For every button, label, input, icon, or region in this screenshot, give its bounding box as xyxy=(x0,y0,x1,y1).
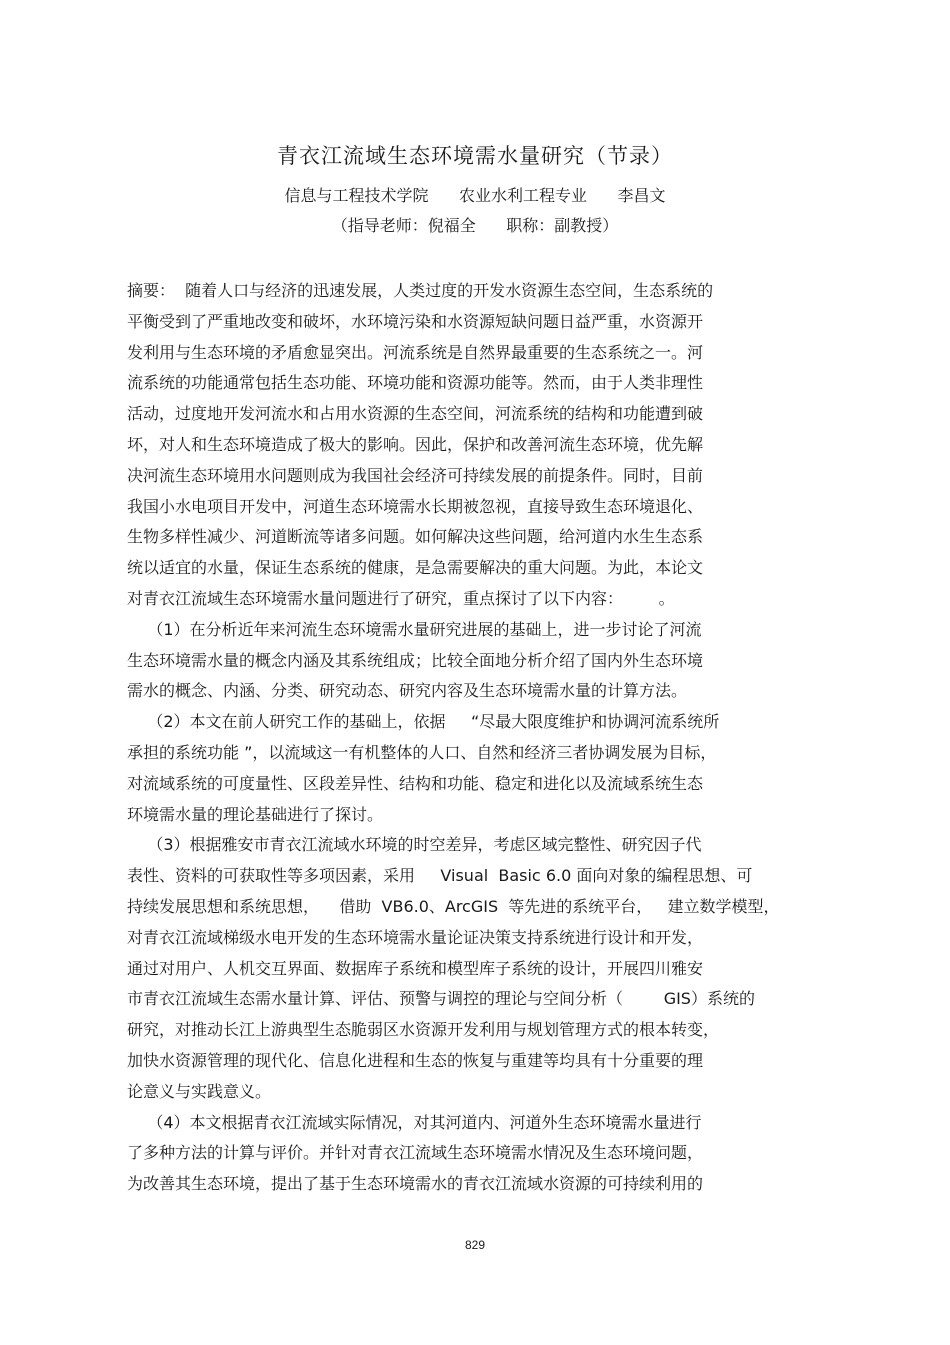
text-line: 论意义与实践意义。 xyxy=(127,1081,272,1101)
text-line: （4）本文根据青衣江流域实际情况，对其河道内、河道外生态环境需水量进行 xyxy=(127,1112,702,1132)
author-line: 信息与工程技术学院 农业水利工程专业 李昌文 xyxy=(284,186,666,205)
text-line: 我国小水电项目开发中，河道生态环境需水长期被忽视，直接导致生态环境退化、 xyxy=(127,496,704,516)
text-line: 统以适宜的水量，保证生态系统的健康，是急需要解决的重大问题。为此，本论文 xyxy=(127,558,704,578)
page-number: 829 xyxy=(464,1238,486,1252)
text-line: 需水的概念、内涵、分类、研究动态、研究内容及生态环境需水量的计算方法。 xyxy=(127,681,688,701)
text-line: 环境需水量的理论基础进行了探讨。 xyxy=(127,804,384,824)
text-line: 市青衣江流域生态需水量计算、评估、预警与调控的理论与空间分析（ GIS）系统的 xyxy=(127,989,755,1009)
text-line: 对流域系统的可度量性、区段差异性、结构和功能、稳定和进化以及流域系统生态 xyxy=(127,773,704,793)
text-line: 活动，过度地开发河流水和占用水资源的生态空间，河流系统的结构和功能遭到破 xyxy=(127,404,704,424)
text-line: 决河流生态环境用水问题则成为我国社会经济可持续发展的前提条件。同时，目前 xyxy=(127,465,704,485)
text-line: 表性、资料的可获取性等多项因素，采用 Visual Basic 6.0 面向对象的编程思想、可 xyxy=(127,866,753,886)
text-line: 通过对用户、人机交互界面、数据库子系统和模型库子系统的设计，开展四川雅安 xyxy=(127,958,704,978)
text-line: （2）本文在前人研究工作的基础上，依据 “尽最大限度维护和协调河流系统所 xyxy=(127,712,720,732)
text-line: 生物多样性减少、河道断流等诸多问题。如何解决这些问题，给河道内水生生态系 xyxy=(127,527,704,547)
text-line: 承担的系统功能 ”，以流域这一有机整体的人口、自然和经济三者协调发展为目标， xyxy=(127,742,717,762)
paper-title: 青衣江流域生态环境需水量研究（节录） xyxy=(277,144,673,168)
text-line: 生态环境需水量的概念内涵及其系统组成；比较全面地分析介绍了国内外生态环境 xyxy=(127,650,704,670)
text-line: （3）根据雅安市青衣江流域水环境的时空差异，考虑区域完整性、研究因子代 xyxy=(127,835,702,855)
text-line: 摘要： 随着人口与经济的迅速发展，人类过度的开发水资源生态空间，生态系统的 xyxy=(127,281,714,300)
text-line: 持续发展思想和系统思想， 借助 VB6.0、ArcGIS 等先进的系统平台， 建立数学模型， xyxy=(127,896,780,916)
text-line: 对青衣江流域梯级水电开发的生态环境需水量论证决策支持系统进行设计和开发， xyxy=(127,927,704,947)
text-line: 研究，对推动长江上游典型生态脆弱区水资源开发利用与规划管理方式的根本转变， xyxy=(127,1020,720,1040)
abstract-body xyxy=(127,276,827,1200)
text-line: 加快水资源管理的现代化、信息化进程和生态的恢复与重建等均具有十分重要的理 xyxy=(127,1050,704,1070)
advisor-line: （指导老师：倪福全 职称：副教授） xyxy=(331,216,619,235)
text-line: 为改善其生态环境，提出了基于生态环境需水的青衣江流域水资源的可持续利用的 xyxy=(127,1174,704,1194)
text-line: 坏，对人和生态环境造成了极大的影响。因此，保护和改善河流生态环境，优先解 xyxy=(127,434,704,454)
text-line: 了多种方法的计算与评价。并针对青衣江流域生态环境需水情况及生态环境问题， xyxy=(127,1143,704,1163)
text-line: 平衡受到了严重地改变和破坏，水环境污染和水资源短缺问题日益严重，水资源开 xyxy=(127,311,704,331)
text-line: （1）在分析近年来河流生态环境需水量研究进展的基础上，进一步讨论了河流 xyxy=(127,619,702,639)
text-line: 发利用与生态环境的矛盾愈显突出。河流系统是自然界最重要的生态系统之一。河 xyxy=(127,342,704,362)
text-line: 对青衣江流域生态环境需水量问题进行了研究，重点探讨了以下内容： 。 xyxy=(127,588,675,608)
text-line: 流系统的功能通常包括生态功能、环境功能和资源功能等。然而，由于人类非理性 xyxy=(127,373,704,393)
